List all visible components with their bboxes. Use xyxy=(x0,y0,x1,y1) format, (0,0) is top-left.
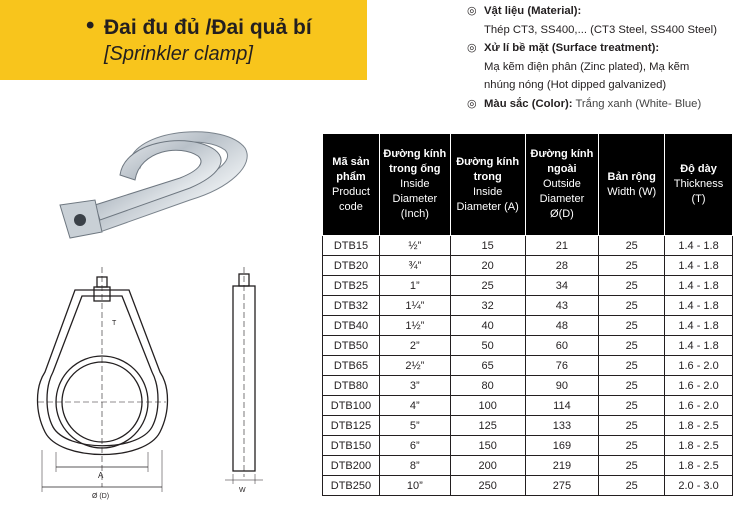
cell-thickness: 1.8 - 2.5 xyxy=(665,436,733,456)
cell-inch-diameter: 5” xyxy=(379,416,450,436)
header-inside-diameter: Đường kính trong Inside Diameter (A) xyxy=(450,134,525,236)
cell-inch-diameter: 1” xyxy=(379,276,450,296)
surface-label: Xử lí bề mặt (Surface treatment): xyxy=(484,42,660,54)
cell-outside-diameter: 43 xyxy=(525,296,599,316)
header-width: Bản rộng Width (W) xyxy=(599,134,665,236)
cell-inch-diameter: 1½” xyxy=(379,316,450,336)
surface-spec xyxy=(467,39,737,58)
table-row xyxy=(323,336,733,356)
cell-width: 25 xyxy=(599,236,665,256)
spec-list xyxy=(467,2,737,113)
front-view-drawing xyxy=(38,267,168,492)
cell-inside-diameter: 80 xyxy=(450,376,525,396)
cell-inside-diameter: 50 xyxy=(450,336,525,356)
table-row xyxy=(323,276,733,296)
cell-width: 25 xyxy=(599,436,665,456)
cell-inch-diameter: ¾” xyxy=(379,256,450,276)
cell-inch-diameter: 8” xyxy=(379,456,450,476)
cell-product-code: DTB65 xyxy=(323,356,380,376)
header-product-code: Mã sản phẩm Product code xyxy=(323,134,380,236)
cell-inside-diameter: 25 xyxy=(450,276,525,296)
cell-product-code: DTB50 xyxy=(323,336,380,356)
cell-product-code: DTB200 xyxy=(323,456,380,476)
cell-inside-diameter: 32 xyxy=(450,296,525,316)
target-bullet-icon: ◎ xyxy=(467,97,477,110)
cell-inside-diameter: 150 xyxy=(450,436,525,456)
table-row xyxy=(323,456,733,476)
cell-outside-diameter: 34 xyxy=(525,276,599,296)
color-label: Màu sắc (Color): xyxy=(484,97,573,110)
cell-product-code: DTB40 xyxy=(323,316,380,336)
cell-thickness: 1.4 - 1.8 xyxy=(665,276,733,296)
technical-drawing xyxy=(20,262,310,502)
cell-thickness: 1.6 - 2.0 xyxy=(665,376,733,396)
clamp-photo xyxy=(40,120,270,255)
cell-thickness: 1.6 - 2.0 xyxy=(665,396,733,416)
cell-width: 25 xyxy=(599,476,665,496)
width-label: W xyxy=(239,487,246,494)
cell-width: 25 xyxy=(599,416,665,436)
thickness-label: T xyxy=(112,320,117,327)
material-value: Thép CT3, SS400,... (CT3 Steel, SS400 Steel) xyxy=(484,23,717,36)
cell-inside-diameter: 15 xyxy=(450,236,525,256)
color-spec xyxy=(467,95,737,114)
material-spec xyxy=(467,2,737,21)
cell-outside-diameter: 60 xyxy=(525,336,599,356)
cell-product-code: DTB32 xyxy=(323,296,380,316)
cell-width: 25 xyxy=(599,316,665,336)
title-bullet: • xyxy=(86,12,95,39)
cell-thickness: 1.4 - 1.8 xyxy=(665,256,733,276)
table-body xyxy=(323,236,733,496)
color-value: Trắng xanh (White- Blue) xyxy=(575,97,702,110)
table-row xyxy=(323,356,733,376)
cell-inside-diameter: 65 xyxy=(450,356,525,376)
cell-inch-diameter: 6” xyxy=(379,436,450,456)
cell-inside-diameter: 40 xyxy=(450,316,525,336)
cell-width: 25 xyxy=(599,396,665,416)
cell-outside-diameter: 90 xyxy=(525,376,599,396)
table-row xyxy=(323,316,733,336)
cell-width: 25 xyxy=(599,456,665,476)
product-title-text: Đai đu đủ /Đai quả bí xyxy=(104,16,312,39)
cell-thickness: 1.8 - 2.5 xyxy=(665,456,733,476)
cell-width: 25 xyxy=(599,356,665,376)
cell-outside-diameter: 219 xyxy=(525,456,599,476)
product-title xyxy=(86,12,312,40)
cell-product-code: DTB150 xyxy=(323,436,380,456)
outside-diameter-label: Ø (D) xyxy=(92,493,110,500)
cell-product-code: DTB25 xyxy=(323,276,380,296)
table-row xyxy=(323,256,733,276)
cell-product-code: DTB20 xyxy=(323,256,380,276)
table-row xyxy=(323,396,733,416)
spec-table xyxy=(322,133,733,496)
table-row xyxy=(323,436,733,456)
cell-thickness: 1.6 - 2.0 xyxy=(665,356,733,376)
table-row xyxy=(323,296,733,316)
table-row xyxy=(323,416,733,436)
table-row xyxy=(323,376,733,396)
cell-inside-diameter: 20 xyxy=(450,256,525,276)
cell-inch-diameter: 3” xyxy=(379,376,450,396)
cell-width: 25 xyxy=(599,376,665,396)
cell-width: 25 xyxy=(599,296,665,316)
cell-product-code: DTB100 xyxy=(323,396,380,416)
cell-width: 25 xyxy=(599,336,665,356)
cell-inch-diameter: 4” xyxy=(379,396,450,416)
table-row xyxy=(323,476,733,496)
cell-thickness: 2.0 - 3.0 xyxy=(665,476,733,496)
cell-width: 25 xyxy=(599,256,665,276)
target-bullet-icon: ◎ xyxy=(467,42,477,54)
cell-outside-diameter: 28 xyxy=(525,256,599,276)
cell-inch-diameter: 2” xyxy=(379,336,450,356)
cell-inch-diameter: 10” xyxy=(379,476,450,496)
header-inch-diameter: Đường kính trong ống Inside Diameter (Inch) xyxy=(379,134,450,236)
header-thickness: Độ dày Thickness (T) xyxy=(665,134,733,236)
cell-outside-diameter: 76 xyxy=(525,356,599,376)
cell-product-code: DTB80 xyxy=(323,376,380,396)
cell-outside-diameter: 133 xyxy=(525,416,599,436)
cell-inside-diameter: 200 xyxy=(450,456,525,476)
inside-diameter-label: A xyxy=(98,471,104,480)
table-header-row xyxy=(323,134,733,236)
cell-outside-diameter: 48 xyxy=(525,316,599,336)
surface-value-line-1: Mạ kẽm điện phân (Zinc plated), Mạ kẽm xyxy=(484,60,690,73)
cell-width: 25 xyxy=(599,276,665,296)
cell-thickness: 1.4 - 1.8 xyxy=(665,296,733,316)
surface-value-line-2: nhúng nóng (Hot dipped galvanized) xyxy=(484,79,667,91)
cell-thickness: 1.4 - 1.8 xyxy=(665,336,733,356)
cell-outside-diameter: 21 xyxy=(525,236,599,256)
cell-outside-diameter: 114 xyxy=(525,396,599,416)
side-view-drawing xyxy=(225,267,263,484)
cell-outside-diameter: 169 xyxy=(525,436,599,456)
cell-inside-diameter: 100 xyxy=(450,396,525,416)
cell-inch-diameter: 2½” xyxy=(379,356,450,376)
cell-inch-diameter: 1¼” xyxy=(379,296,450,316)
product-subtitle: [Sprinkler clamp] xyxy=(104,43,253,65)
cell-thickness: 1.8 - 2.5 xyxy=(665,416,733,436)
table-row xyxy=(323,236,733,256)
title-banner xyxy=(0,0,367,80)
cell-inch-diameter: ½” xyxy=(379,236,450,256)
cell-product-code: DTB125 xyxy=(323,416,380,436)
cell-thickness: 1.4 - 1.8 xyxy=(665,236,733,256)
target-bullet-icon: ◎ xyxy=(467,5,477,17)
cell-inside-diameter: 250 xyxy=(450,476,525,496)
material-label: Vật liệu (Material): xyxy=(484,5,582,17)
header-outside-diameter: Đường kính ngoài Outside Diameter Ø(D) xyxy=(525,134,599,236)
cell-thickness: 1.4 - 1.8 xyxy=(665,316,733,336)
cell-outside-diameter: 275 xyxy=(525,476,599,496)
cell-product-code: DTB15 xyxy=(323,236,380,256)
cell-product-code: DTB250 xyxy=(323,476,380,496)
cell-inside-diameter: 125 xyxy=(450,416,525,436)
